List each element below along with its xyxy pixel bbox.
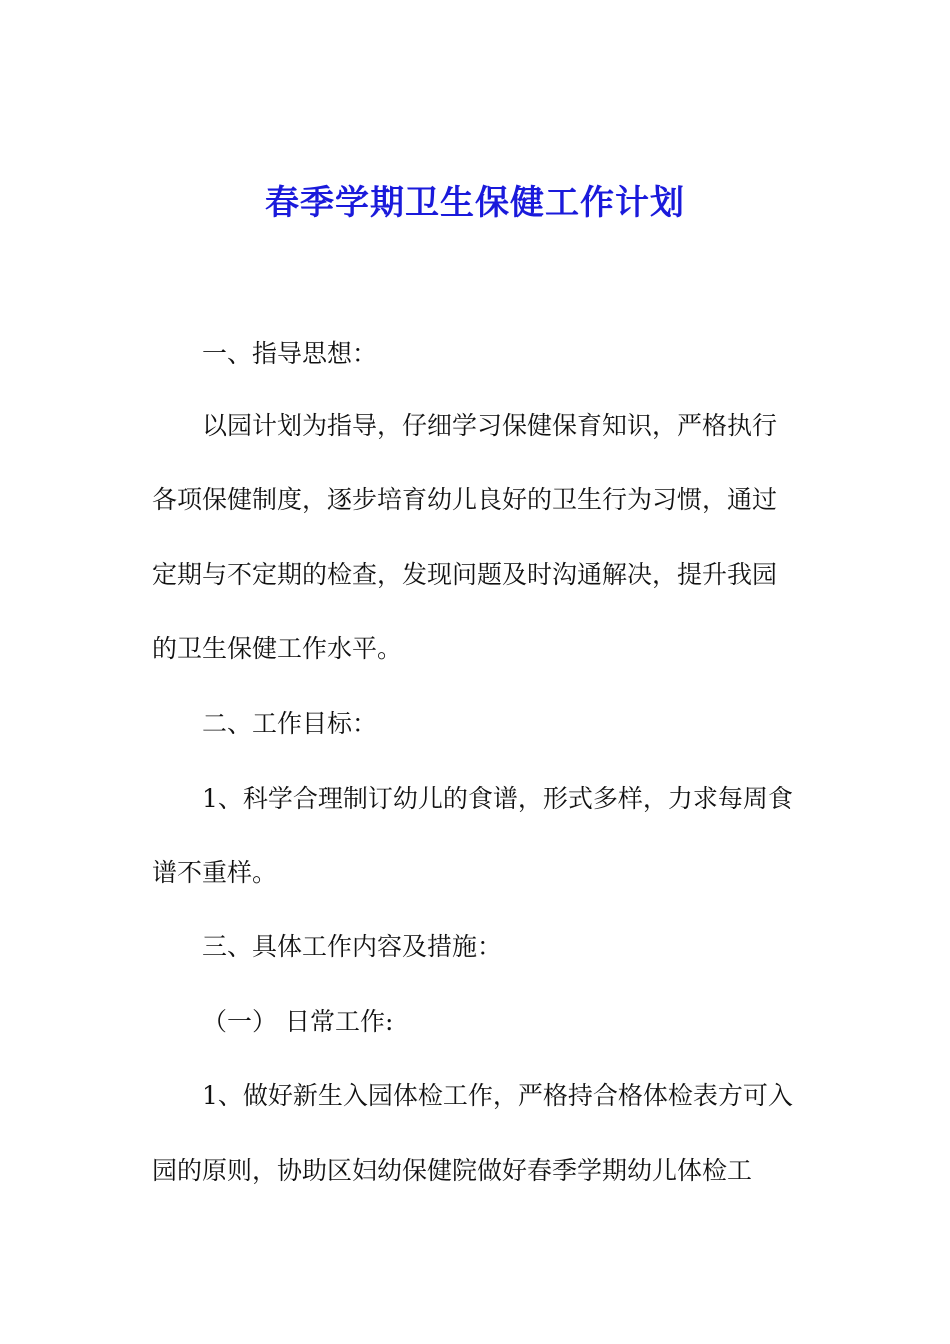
- paragraph-line: 的卫生保健工作水平。: [152, 634, 403, 663]
- section-heading-measures: 三、具体工作内容及措施：: [202, 932, 503, 961]
- document-title: 春季学期卫生保健工作计划: [265, 183, 685, 223]
- paragraph-line: 1、做好新生入园体检工作，严格持合格体检表方可入: [202, 1081, 793, 1110]
- section-heading-work-goals: 二、工作目标：: [202, 709, 378, 738]
- paragraph-line: 谱不重样。: [152, 858, 278, 887]
- paragraph-line: 各项保健制度，逐步培育幼儿良好的卫生行为习惯，通过: [152, 485, 778, 514]
- paragraph-line: 1、科学合理制订幼儿的食谱，形式多样，力求每周食: [202, 784, 793, 813]
- section-heading-guiding-ideology: 一、指导思想：: [202, 339, 378, 368]
- paragraph-line: 定期与不定期的检查，发现问题及时沟通解决，提升我园: [152, 560, 778, 589]
- paragraph-line: 园的原则，协助区妇幼保健院做好春季学期幼儿体检工: [152, 1156, 753, 1185]
- paragraph-line: 以园计划为指导，仔细学习保健保育知识，严格执行: [202, 411, 778, 440]
- subsection-heading-daily-work: （一） 日常工作:: [202, 1007, 394, 1036]
